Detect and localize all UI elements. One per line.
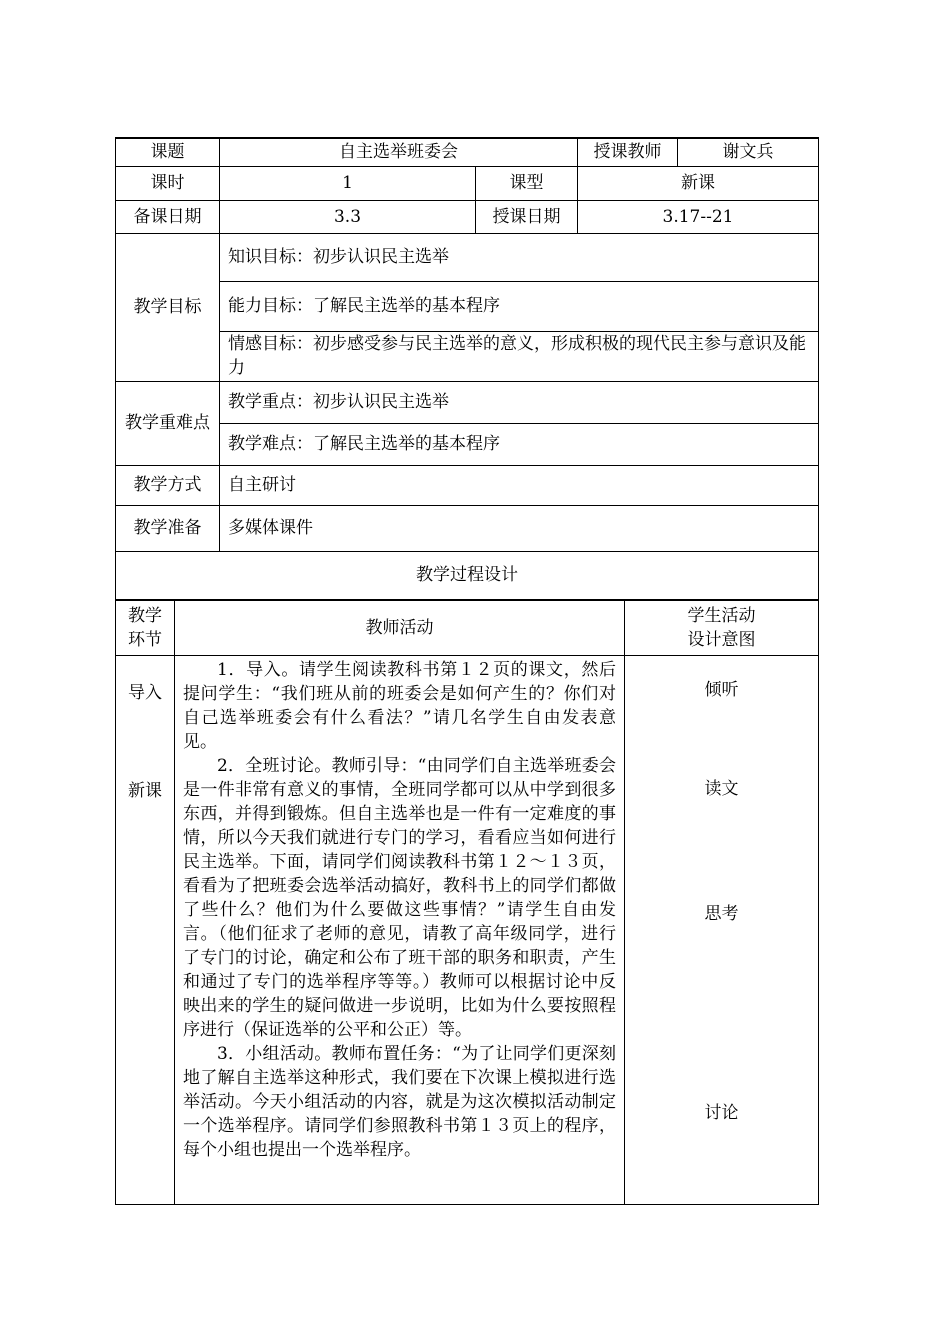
prep-value: 多媒体课件 [220,505,819,551]
teacher-activity-cell [175,656,625,1205]
stage-new: 新课 [128,781,162,801]
student-activity-4: 讨论 [704,1103,739,1123]
student-activity-1: 倾听 [704,680,739,700]
stage-cell [116,656,175,1205]
goal-knowledge: 知识目标：初步认识民主选举 [220,233,819,281]
col-stage-text: 教学环节 [128,606,162,650]
student-activity-3: 思考 [704,904,739,924]
topic-value: 自主选举班委会 [220,138,578,166]
prep-date-value: 3.3 [220,200,476,233]
teacher-value: 谢文兵 [678,138,819,166]
stage-intro: 导入 [128,683,162,703]
teacher-para-3: 3．小组活动。教师布置任务：“为了让同学们更深刻地了解自主选举这种形式，我们要在下次课上模拟进行选举活动。今天小组活动的内容，就是为这次模拟活动制定一个选举程序。请同学们参照教科书第１３页上的程序，每个小组也提出一个选举程序。 [183,1044,616,1160]
type-value: 新课 [578,166,819,200]
teach-date-value: 3.17--21 [578,200,819,233]
col-stage-header [116,601,175,656]
teach-date-label: 授课日期 [476,200,578,233]
key-points-label: 教学重难点 [116,381,220,465]
teacher-label: 授课教师 [578,138,678,166]
col-student-line1: 学生活动 [687,606,756,626]
teacher-para-2: 2．全班讨论。教师引导：“由同学们自主选举班委会是一件非常有意义的事情，全班同学都可以从中学到很多东西，并得到锻炼。但自主选举也是一件有一定难度的事情，所以今天我们就进行专门的学习，看看应当如何进行民主选举。下面，请同学们阅读教科书第１２～１３页，看看为了把班委会选举活动搞好，教科书上的同学们都做了些什么？他们为什么要做这些事情？”请学生自由发言。（他们征求了老师的意见，请教了高年级同学，进行了专门的讨论，确定和公布了班干部的职务和职责，产生和通过了专门的选举程序等等。）教师可以根据讨论中反映出来的学生的疑问做进一步说明，比如为什么要按照程序进行（保证选举的公平和公正）等。 [183,756,616,1040]
student-activity-cell [625,656,819,1205]
method-value: 自主研讨 [220,465,819,505]
col-teacher-header: 教师活动 [175,601,625,656]
process-title: 教学过程设计 [116,551,819,599]
prep-date-label: 备课日期 [116,200,220,233]
goals-label: 教学目标 [116,233,220,381]
key-point-focus: 教学重点：初步认识民主选举 [220,381,819,423]
col-student-header [625,601,819,656]
hours-label: 课时 [116,166,220,200]
topic-label: 课题 [116,138,220,166]
type-label: 课型 [476,166,578,200]
teacher-para-1: 1．导入。请学生阅读教科书第１２页的课文，然后提问学生：“我们班从前的班委会是如何产生的？你们对自己选举班委会有什么看法？”请几名学生自由发表意见。 [183,660,616,752]
goal-emotion: 情感目标：初步感受参与民主选举的意义，形成积极的现代民主参与意识及能力 [220,331,819,381]
lesson-info-table [115,137,819,600]
method-label: 教学方式 [116,465,220,505]
prep-label: 教学准备 [116,505,220,551]
col-student-line2: 设计意图 [687,630,756,650]
process-table [115,600,819,1205]
hours-value: 1 [220,166,476,200]
student-activity-2: 读文 [704,779,739,799]
goal-ability: 能力目标：了解民主选举的基本程序 [220,281,819,331]
key-point-difficulty: 教学难点：了解民主选举的基本程序 [220,423,819,465]
